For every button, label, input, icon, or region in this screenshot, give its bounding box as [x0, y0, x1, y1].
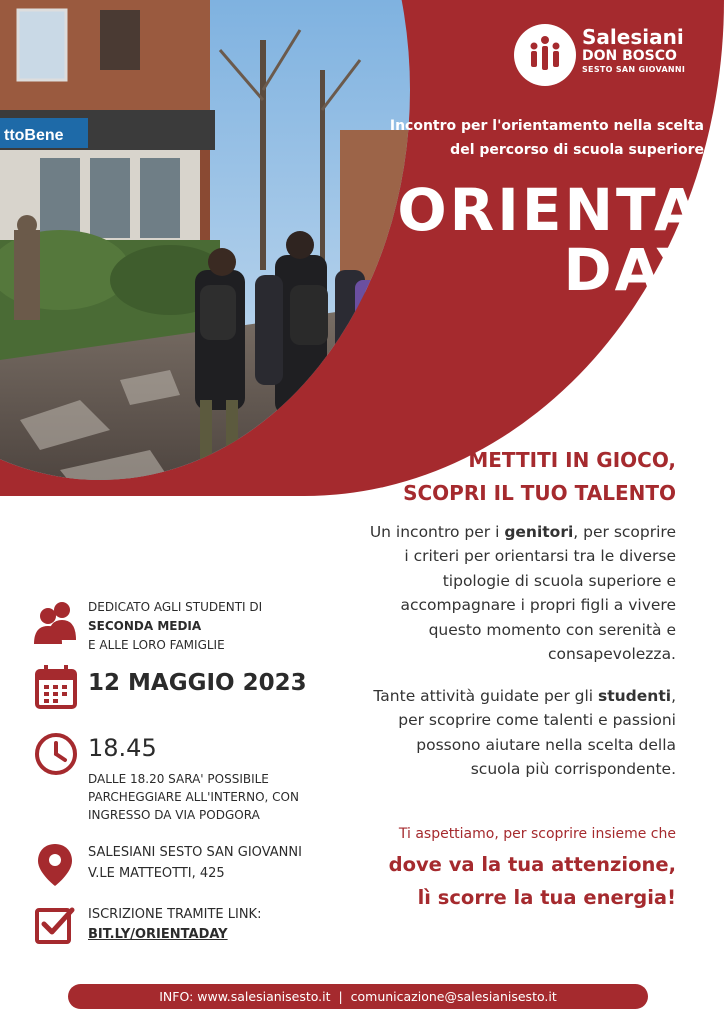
event-title — [397, 176, 702, 304]
para2-bold: studenti — [598, 687, 672, 705]
para1-pre: Un incontro per i — [369, 523, 505, 541]
para2-line: scuola più corrispondente. — [470, 760, 676, 779]
brand-line3: SESTO SAN GIOVANNI — [582, 65, 686, 74]
para2-post: , — [671, 687, 676, 705]
para1-post: , per scoprire — [573, 523, 676, 541]
para1-first-line — [316, 520, 676, 544]
location-line2: V.LE MATTEOTTI, 425 — [88, 866, 225, 881]
students-paragraph — [316, 684, 676, 782]
title-line1: ORIENTA — [397, 176, 702, 244]
para1-line: tipologie di scuola superiore e — [442, 571, 676, 590]
para2-first-line — [316, 684, 676, 708]
para2-pre: Tante attività guidate per gli — [373, 687, 599, 705]
time-note3: INGRESSO DA VIA PODGORA — [88, 808, 260, 822]
map-pin-icon — [36, 842, 74, 892]
location-line1: SALESIANI SESTO SAN GIOVANNI — [88, 845, 302, 860]
para1-line: consapevolezza. — [548, 645, 676, 664]
audience-line3: E ALLE LORO FAMIGLIE — [88, 638, 225, 652]
registration-label: ISCRIZIONE TRAMITE LINK: — [88, 907, 262, 922]
users-icon — [34, 600, 76, 648]
calendar-icon — [34, 664, 78, 714]
subtitle-line2: del percorso di scuola superiore — [450, 142, 704, 158]
time-note2: PARCHEGGIARE ALL'INTERNO, CON — [88, 790, 299, 804]
event-subtitle — [364, 114, 704, 162]
audience-line2: SECONDA MEDIA — [88, 619, 202, 633]
brand-line1: Salesiani — [582, 25, 684, 49]
closing-intro: Ti aspettiamo, per scoprire insieme che — [398, 826, 676, 842]
subtitle-line1: Incontro per l'orientamento nella scelta — [389, 118, 704, 134]
closing-line2: lì scorre la tua energia! — [417, 886, 676, 909]
salesiani-logo-icon — [514, 24, 576, 86]
footer-info-bar: INFO: www.salesianisesto.it | comunicazione@salesianisesto.it — [68, 984, 648, 1009]
para2-line: per scoprire come talenti e passioni — [398, 711, 676, 730]
parents-paragraph — [316, 520, 676, 666]
para1-line: questo momento con serenità e — [428, 620, 676, 639]
registration-link[interactable]: BIT.LY/ORIENTADAY — [88, 927, 228, 942]
tagline-line2: SCOPRI IL TUO TALENTO — [403, 481, 676, 505]
closing-quote — [389, 848, 676, 914]
title-line2: DAY — [563, 236, 702, 304]
brand-line2: DON BOSCO — [582, 48, 677, 64]
checkbox-icon — [34, 904, 76, 950]
tagline — [403, 444, 676, 510]
para2-line: possono aiutare nella scelta della — [416, 735, 676, 754]
para1-line: i criteri per orientarsi tra le diverse — [404, 547, 676, 566]
closing-line1: dove va la tua attenzione, — [388, 853, 676, 876]
brand-name — [582, 26, 685, 76]
audience-line1: DEDICATO AGLI STUDENTI DI — [88, 600, 263, 614]
time-note1: DALLE 18.20 SARA' POSSIBILE — [88, 772, 269, 786]
tagline-line1: METTITI IN GIOCO, — [468, 448, 676, 472]
para1-bold: genitori — [504, 523, 574, 541]
event-time: 18.45 — [88, 734, 157, 762]
hero-photo — [0, 0, 410, 480]
event-date: 12 MAGGIO 2023 — [88, 670, 307, 696]
svg-text:ttoBene: ttoBene — [4, 127, 64, 144]
clock-icon — [34, 732, 78, 780]
para1-line: accompagnare i propri figli a vivere — [400, 596, 676, 615]
